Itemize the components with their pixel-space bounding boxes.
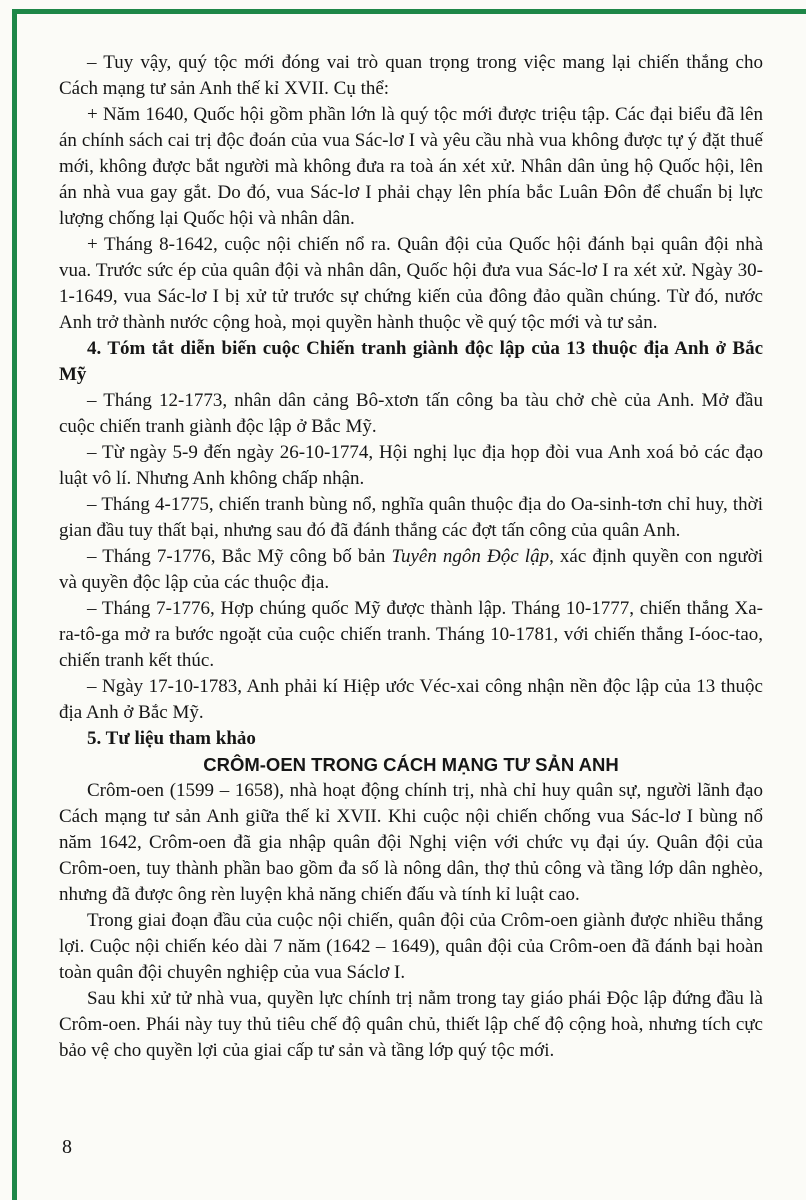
paragraph: Crôm-oen (1599 – 1658), nhà hoạt động chính trị, nhà chỉ huy quân sự, người lãnh đạo Cách mạng tư sản Anh giữa thế kỉ XVII. Khi cuộc nội chiến chống vua Sác-lơ I bùng nổ năm 1642, Crôm-oen đã gia nhập quân đội Nghị viện với chức vụ đại úy. Quân đội của Crôm-oen, tuy thành phần bao gồm đa số là nông dân, thợ thủ công và tầng lớp dân nghèo, nhưng đã được ông rèn luyện khả năng chiến đấu và tính kỉ luật cao. [59, 780, 763, 905]
paragraph: – Tuy vậy, quý tộc mới đóng vai trò quan trọng trong việc mang lại chiến thắng cho Cách mạng tư sản Anh thế kỉ XVII. Cụ thể: [59, 52, 763, 99]
paragraph: – Tháng 12-1773, nhân dân cảng Bô-xtơn tấn công ba tàu chở chè của Anh. Mở đầu cuộc chiến tranh giành độc lập ở Bắc Mỹ. [59, 390, 763, 437]
italic-term: Tuyên ngôn Độc lập [391, 546, 550, 567]
left-border-rule [12, 9, 17, 1200]
paragraph: Trong giai đoạn đầu của cuộc nội chiến, quân đội của Crôm-oen giành được nhiều thắng lợi. Cuộc nội chiến kéo dài 7 năm (1642 – 1649), quân đội của Crôm-oen đã đánh bại hoàn toàn quân đội chuyên nghiệp của vua Sáclơ I. [59, 910, 763, 983]
section-heading-5: 5. Tư liệu tham khảo [87, 728, 256, 749]
paragraph: – Tháng 4-1775, chiến tranh bùng nổ, nghĩa quân thuộc địa do Oa-sinh-tơn chỉ huy, thời gian đầu tuy thất bại, nhưng sau đó đã đánh thắng các đợt tấn công của quân Anh. [59, 494, 763, 541]
paragraph-text: , xác định quyền con người và quyền độc lập của các thuộc địa. [59, 546, 763, 593]
paragraph: – Ngày 17-10-1783, Anh phải kí Hiệp ước Véc-xai công nhận nền độc lập của 13 thuộc địa Anh ở Bắc Mỹ. [59, 676, 763, 723]
reference-heading: CRÔM-OEN TRONG CÁCH MẠNG TƯ SẢN ANH [203, 754, 619, 775]
paragraph [59, 544, 763, 596]
top-border-rule [12, 9, 806, 14]
paragraph: Sau khi xử tử nhà vua, quyền lực chính trị nằm trong tay giáo phái Độc lập đứng đầu là Crôm-oen. Phái này tuy thủ tiêu chế độ quân chủ, thiết lập chế độ cộng hoà, nhưng tích cực bảo vệ cho quyền lợi của giai cấp tư sản và tầng lớp quý tộc mới. [59, 988, 763, 1061]
page-content [59, 50, 763, 1064]
paragraph: – Từ ngày 5-9 đến ngày 26-10-1774, Hội nghị lục địa họp đòi vua Anh xoá bỏ các đạo luật vô lí. Nhưng Anh không chấp nhận. [59, 442, 763, 489]
page-number: 8 [62, 1136, 72, 1158]
paragraph-text: – Tháng 7-1776, Bắc Mỹ công bố bản [87, 546, 392, 567]
paragraph: + Năm 1640, Quốc hội gồm phần lớn là quý tộc mới được triệu tập. Các đại biểu đã lên án chính sách cai trị độc đoán của vua Sác-lơ I và yêu cầu nhà vua không được tự ý đặt thuế mới, không được bắt người mà không đưa ra toà án xét xử. Nhân dân ủng hộ Quốc hội, lên án nhà vua gay gắt. Do đó, vua Sác-lơ I phải chạy lên phía bắc Luân Đôn để chuẩn bị lực lượng chống lại Quốc hội và nhân dân. [59, 104, 763, 229]
paragraph: + Tháng 8-1642, cuộc nội chiến nổ ra. Quân đội của Quốc hội đánh bại quân đội nhà vua. Trước sức ép của quân đội và nhân dân, Quốc hội đưa vua Sác-lơ I ra xét xử. Ngày 30-1-1649, vua Sác-lơ I bị xử tử trước sự chứng kiến của đông đảo quần chúng. Từ đó, nước Anh trở thành nước cộng hoà, mọi quyền hành thuộc về quý tộc mới và tư sản. [59, 234, 763, 333]
section-heading-4: 4. Tóm tắt diễn biến cuộc Chiến tranh giành độc lập của 13 thuộc địa Anh ở Bắc Mỹ [59, 338, 763, 385]
paragraph: – Tháng 7-1776, Hợp chúng quốc Mỹ được thành lập. Tháng 10-1777, chiến thắng Xa-ra-tô-ga mở ra bước ngoặt của cuộc chiến tranh. Tháng 10-1781, với chiến thắng I-óoc-tao, chiến tranh kết thúc. [59, 598, 763, 671]
